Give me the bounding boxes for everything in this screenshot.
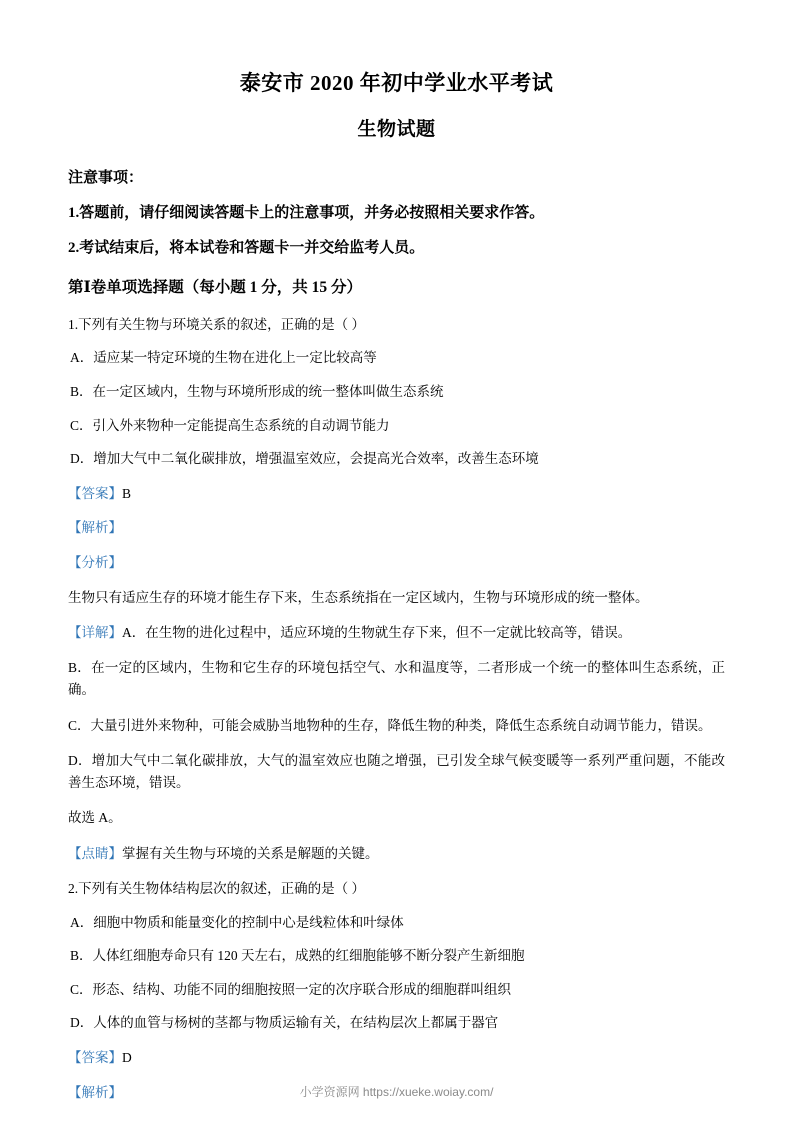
watermark-site-name: 小学资源网 [299, 1085, 360, 1099]
answer-value: D [122, 1049, 132, 1065]
notice-item-1: 1.答题前，请仔细阅读答题卡上的注意事项，并务必按照相关要求作答。 [68, 205, 545, 221]
watermark-footer [0, 1083, 793, 1100]
question-2-option-d: D．人体的血管与杨树的茎都与物质运输有关，在结构层次上都属于器官 [70, 1015, 499, 1031]
fenxi-tag: 【分析】 [68, 554, 122, 570]
page-title-sub: 生物试题 [357, 118, 436, 140]
question-1-stem: 1.下列有关生物与环境关系的叙述，正确的是（ ） [68, 316, 365, 332]
question-2-answer-line [68, 1047, 725, 1069]
question-1-detail-c: C．大量引进外来物种，可能会威胁当地物种的生存，降低生物的种类，降低生态系统自动调节能力，错误。 [68, 717, 712, 733]
answer-tag: 【答案】 [68, 485, 122, 501]
question-2-option-b: B．人体红细胞寿命只有 120 天左右，成熟的红细胞能够不断分裂产生新细胞 [70, 948, 525, 964]
watermark-site-url: https://xueke.woiay.com/ [362, 1085, 494, 1099]
question-2-option-a: A．细胞中物质和能量变化的控制中心是线粒体和叶绿体 [70, 914, 404, 930]
question-1-option-d: D．增加大气中二氧化碳排放，增强温室效应，会提高光合效率，改善生态环境 [70, 451, 539, 467]
question-1-detail-b: B．在一定的区域内，生物和它生存的环境包括空气、水和温度等，二者形成一个统一的整体叫生态系统，正确。 [68, 660, 725, 698]
question-1-answer-line [68, 483, 725, 505]
question-1-detail-a [68, 622, 725, 644]
detail-tag: 【详解】 [68, 624, 122, 640]
notice-heading: 注意事项： [68, 170, 144, 186]
question-1-analysis-line [68, 517, 725, 539]
answer-value: B [122, 485, 132, 501]
analysis-tag: 【解析】 [68, 520, 122, 536]
question-1-fenxi-line [68, 552, 725, 574]
question-1-detail-d: D．增加大气中二氧化碳排放，大气的温室效应也随之增强，已引发全球气候变暖等一系列严重问题，不能改善生态环境，错误。 [68, 752, 725, 791]
question-1-dianjing [68, 843, 725, 865]
question-1-option-c: C．引入外来物种一定能提高生态系统的自动调节能力 [70, 417, 390, 433]
notice-item-2: 2.考试结束后，将本试卷和答题卡一并交给监考人员。 [68, 240, 425, 256]
question-2-stem: 2.下列有关生物体结构层次的叙述，正确的是（ ） [68, 880, 365, 896]
question-1-option-b: B．在一定区域内，生物与环境所形成的统一整体叫做生态系统 [70, 383, 444, 399]
section-heading: 第Ⅰ卷单项选择题（每小题 1 分，共 15 分） [68, 279, 363, 296]
question-1-conclusion: 故选 A。 [68, 810, 122, 826]
page-title-main: 泰安市 2020 年初中学业水平考试 [239, 71, 554, 95]
dianjing-tag: 【点睛】 [68, 845, 122, 861]
answer-tag: 【答案】 [68, 1049, 122, 1065]
question-2-option-c: C．形态、结构、功能不同的细胞按照一定的次序联合形成的细胞群叫组织 [70, 981, 512, 997]
analysis-tag: 【解析】 [68, 1084, 122, 1100]
dianjing-text: 掌握有关生物与环境的关系是解题的关键。 [122, 845, 379, 861]
question-1-option-a: A．适应某一特定环境的生物在进化上一定比较高等 [70, 350, 377, 366]
detail-text-a: A．在生物的进化过程中，适应环境的生物就生存下来，但不一定就比较高等，错误。 [122, 624, 632, 640]
question-1-fenxi-text: 生物只有适应生存的环境才能生存下来，生态系统指在一定区域内，生物与环境形成的统一整体。 [68, 589, 649, 605]
